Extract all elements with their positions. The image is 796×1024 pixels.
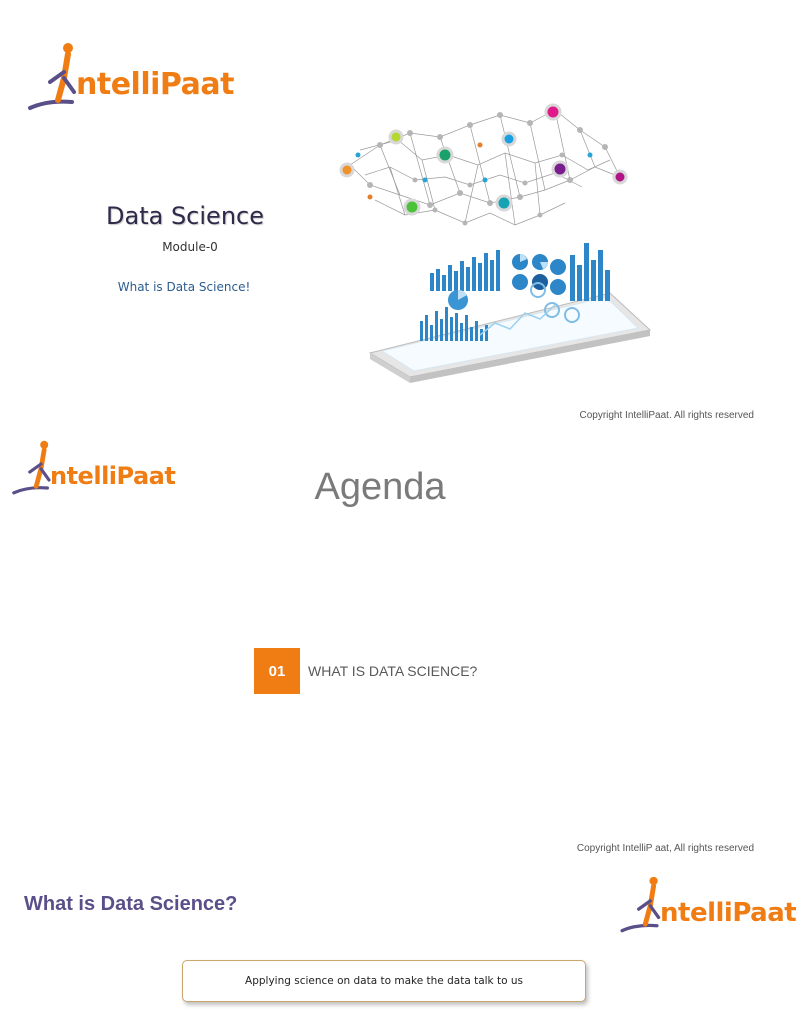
copyright-notice: Copyright IntelliPaat. All rights reserved	[579, 410, 754, 421]
definition-box: Applying science on data to make the data talk to us	[182, 960, 586, 1002]
intellipaat-logo	[28, 42, 234, 112]
presentation-subtitle: What is Data Science!	[117, 280, 251, 294]
logo-wordmark: ntelliPaat	[50, 462, 176, 490]
slide-what-is-data-science	[0, 864, 796, 1024]
intellipaat-logo	[12, 440, 175, 496]
agenda-item	[254, 648, 477, 694]
intellipaat-logo	[620, 876, 796, 934]
agenda-title: Agenda	[314, 466, 446, 508]
logo-wordmark: ntelliPaat	[660, 898, 796, 928]
runner-icon	[620, 876, 664, 934]
agenda-item-label: WHAT IS DATA SCIENCE?	[308, 663, 478, 679]
data-science-illustration	[330, 85, 650, 397]
copyright-notice: Copyright IntelliP aat, All rights reserved	[576, 843, 754, 854]
agenda-item-number: 01	[254, 648, 300, 694]
module-label: Module-0	[162, 240, 218, 254]
runner-icon	[28, 42, 80, 112]
presentation-title: Data Science	[106, 202, 264, 230]
slide-heading: What is Data Science?	[24, 893, 238, 915]
slide-agenda	[0, 432, 768, 864]
runner-icon	[12, 440, 54, 496]
logo-wordmark: ntelliPaat	[76, 67, 234, 102]
slide-title	[0, 0, 768, 432]
